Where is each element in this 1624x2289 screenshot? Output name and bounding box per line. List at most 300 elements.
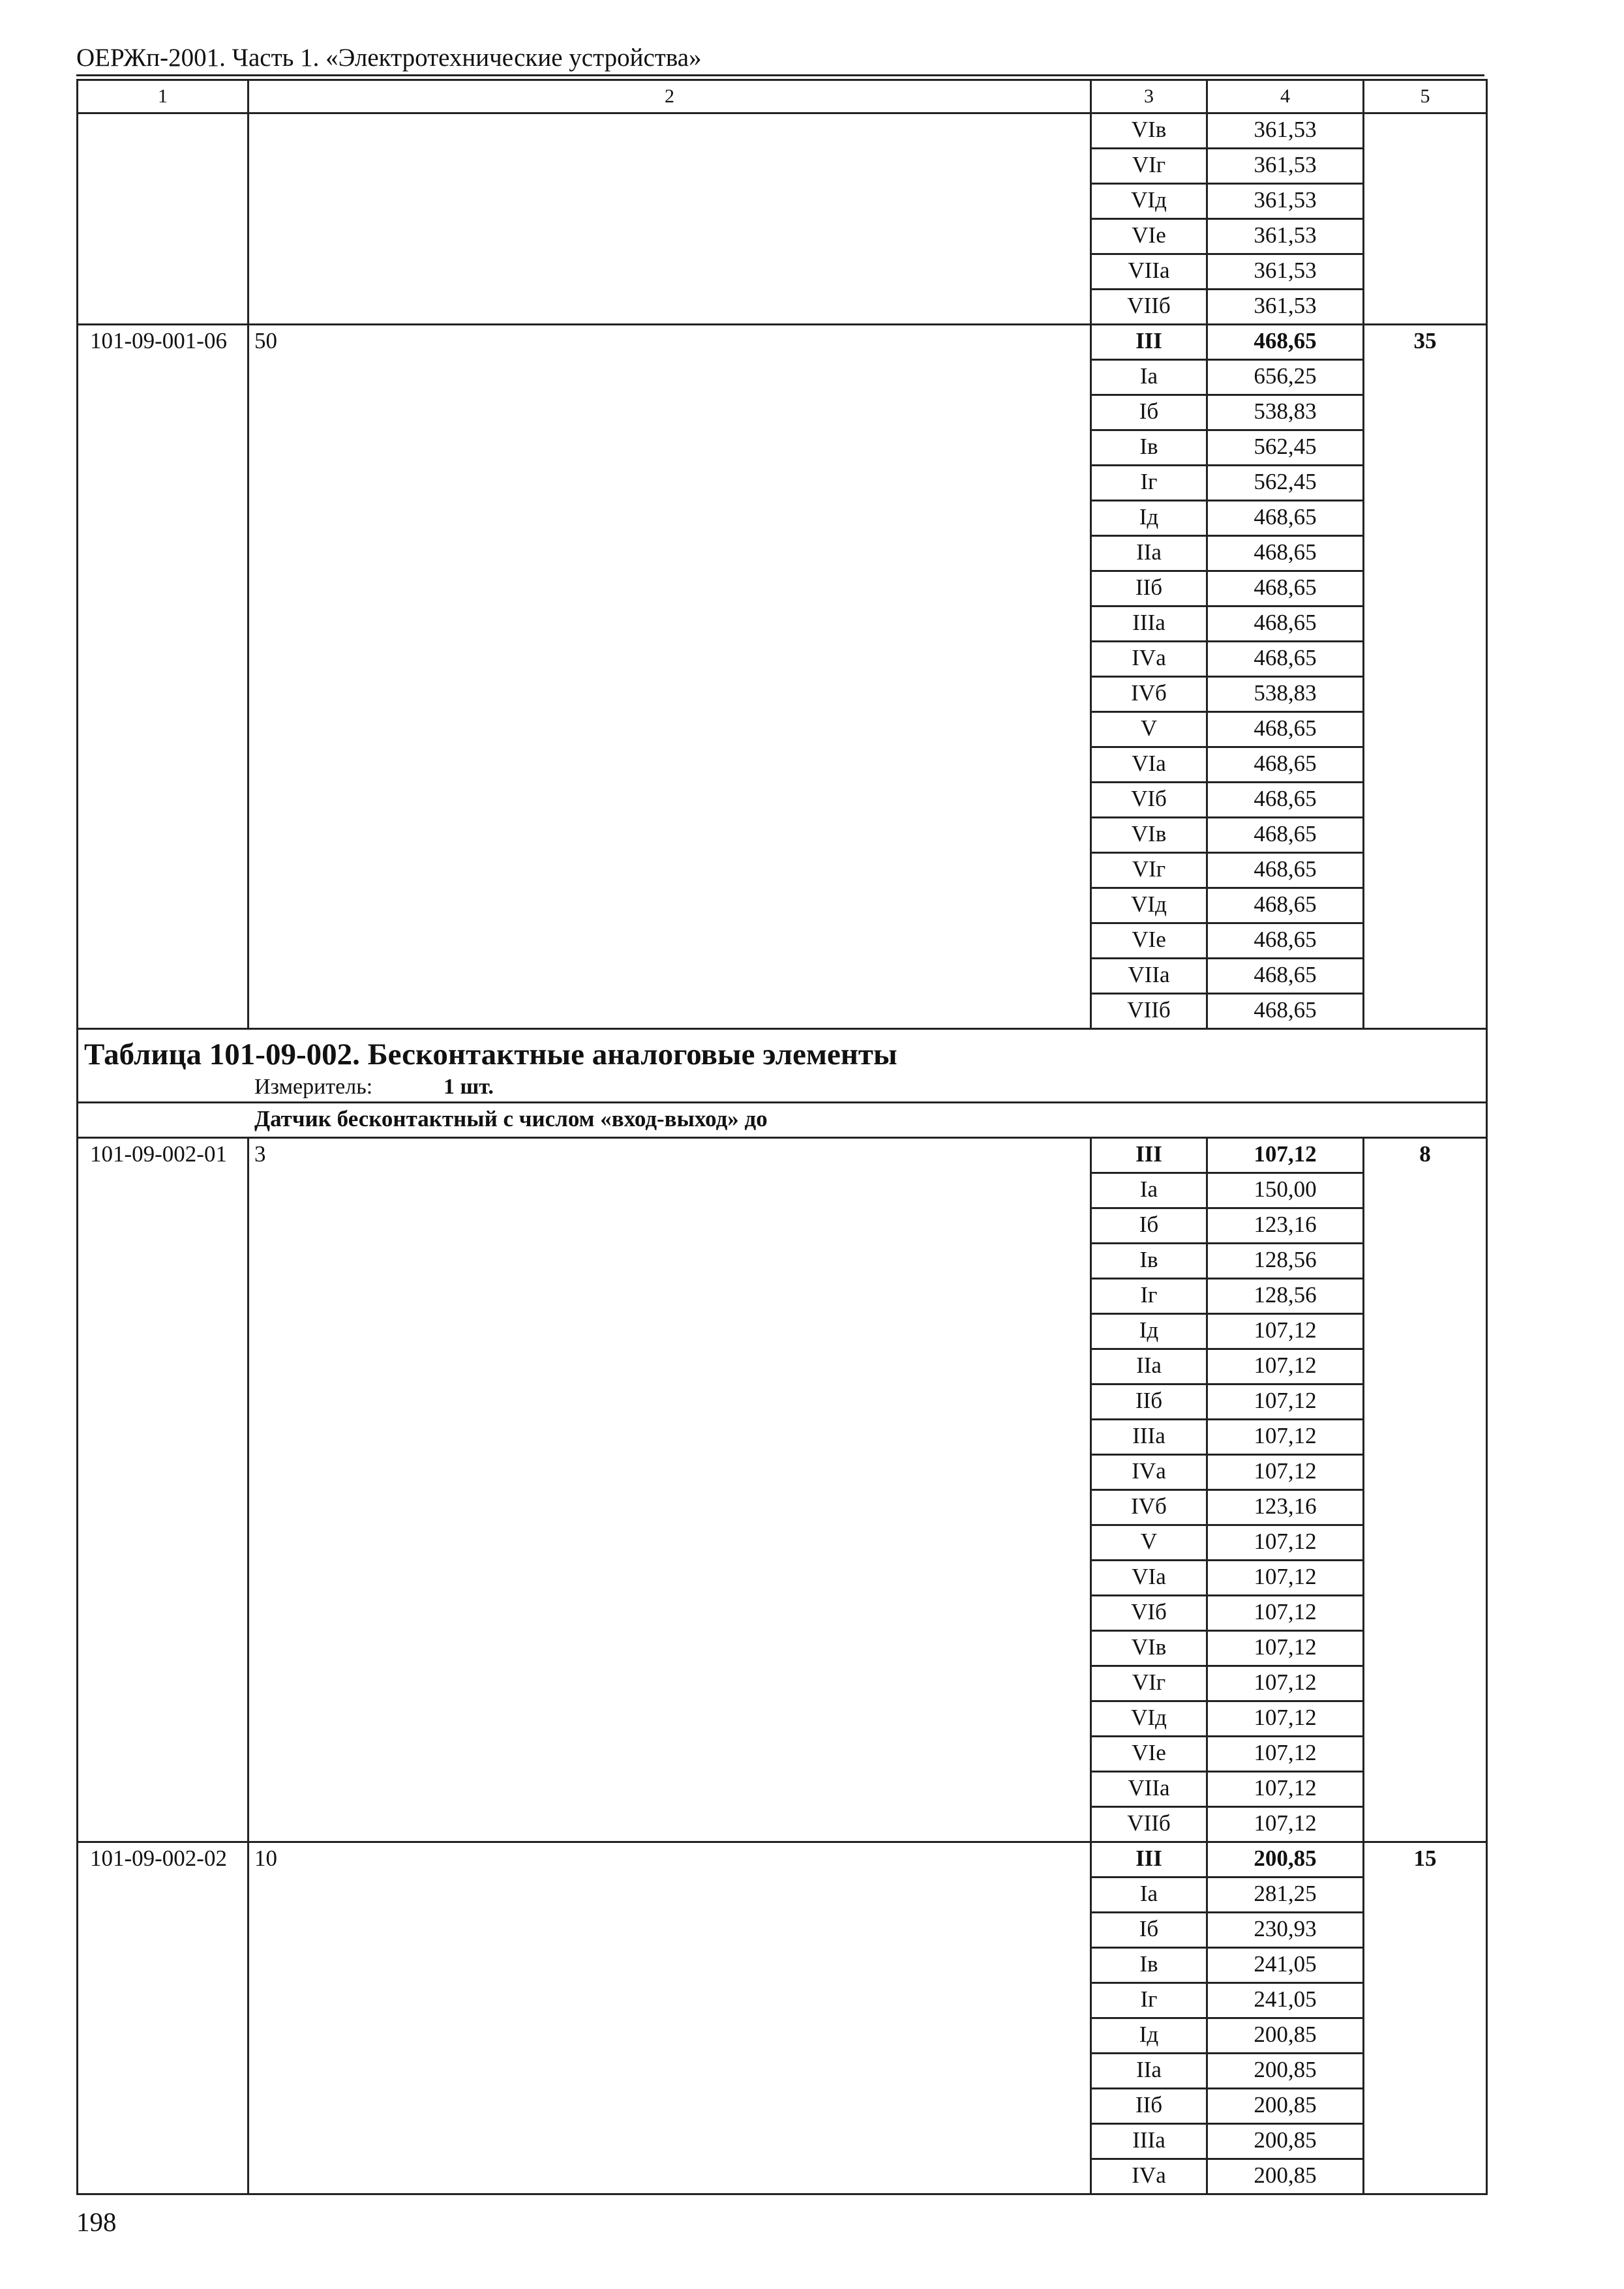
column-number-row	[78, 80, 1487, 113]
tariff-cell	[1364, 290, 1487, 325]
zone-cell: IVб	[1091, 677, 1207, 712]
table-row	[78, 290, 1487, 325]
price-cell: 281,25	[1207, 1878, 1364, 1913]
table-row	[78, 1138, 1487, 1173]
item-code	[78, 1420, 248, 1455]
zone-cell: VIд	[1091, 1701, 1207, 1737]
item-code	[78, 712, 248, 747]
item-description	[248, 642, 1091, 677]
tariff-cell	[1364, 1701, 1487, 1737]
table-row	[78, 571, 1487, 606]
item-code	[78, 360, 248, 395]
tariff-cell	[1364, 2054, 1487, 2089]
item-code	[78, 1631, 248, 1666]
table-row	[78, 818, 1487, 853]
item-description	[248, 888, 1091, 923]
item-code	[78, 2089, 248, 2124]
item-description	[248, 2124, 1091, 2159]
price-cell: 361,53	[1207, 219, 1364, 254]
price-cell: 468,65	[1207, 818, 1364, 853]
item-description	[248, 1349, 1091, 1384]
price-cell: 200,85	[1207, 2018, 1364, 2054]
table-row	[78, 1807, 1487, 1842]
tariff-cell	[1364, 2089, 1487, 2124]
item-code	[78, 536, 248, 571]
column-number: 1	[78, 80, 248, 113]
table-row	[78, 2159, 1487, 2194]
tariff-cell	[1364, 2124, 1487, 2159]
item-code	[78, 2054, 248, 2089]
tariff-cell	[1364, 677, 1487, 712]
table-row	[78, 677, 1487, 712]
tariff-cell	[1364, 1772, 1487, 1807]
zone-cell: IIб	[1091, 571, 1207, 606]
tariff-cell	[1364, 360, 1487, 395]
price-cell: 123,16	[1207, 1490, 1364, 1525]
price-cell: 538,83	[1207, 677, 1364, 712]
table-row	[78, 1596, 1487, 1631]
price-cell: 107,12	[1207, 1314, 1364, 1349]
tariff-cell	[1364, 1349, 1487, 1384]
tariff-cell	[1364, 1244, 1487, 1279]
zone-cell: VIIа	[1091, 959, 1207, 994]
item-code	[78, 923, 248, 959]
price-cell: 107,12	[1207, 1138, 1364, 1173]
zone-cell: Iд	[1091, 501, 1207, 536]
tariff-cell	[1364, 466, 1487, 501]
item-description	[248, 994, 1091, 1029]
item-description	[248, 430, 1091, 466]
item-code	[78, 254, 248, 290]
zone-cell: Iг	[1091, 466, 1207, 501]
price-cell: 468,65	[1207, 853, 1364, 888]
tariff-cell	[1364, 818, 1487, 853]
zone-cell: VIа	[1091, 747, 1207, 783]
item-code	[78, 290, 248, 325]
zone-cell: Iб	[1091, 395, 1207, 430]
item-description	[248, 536, 1091, 571]
item-description	[248, 219, 1091, 254]
zone-cell: Iг	[1091, 1279, 1207, 1314]
table-row	[78, 1561, 1487, 1596]
item-description	[248, 184, 1091, 219]
table-row	[78, 1314, 1487, 1349]
tariff-cell	[1364, 1666, 1487, 1701]
item-description	[248, 1173, 1091, 1208]
section-title: Датчик бесконтактный с числом «вход-выход» до	[254, 1106, 768, 1131]
item-code	[78, 959, 248, 994]
table-title-row	[78, 1029, 1487, 1103]
table-row	[78, 466, 1487, 501]
price-cell: 361,53	[1207, 290, 1364, 325]
tariff-cell	[1364, 747, 1487, 783]
table-row	[78, 712, 1487, 747]
item-code: 101-09-002-01	[78, 1138, 248, 1173]
item-description	[248, 1490, 1091, 1525]
item-description	[248, 1772, 1091, 1807]
table-row	[78, 501, 1487, 536]
item-description	[248, 959, 1091, 994]
zone-cell: IVа	[1091, 642, 1207, 677]
item-description: 3	[248, 1138, 1091, 1173]
item-description	[248, 1596, 1091, 1631]
price-cell: 241,05	[1207, 1948, 1364, 1983]
item-description	[248, 149, 1091, 184]
zone-cell: IVа	[1091, 1455, 1207, 1490]
price-cell: 107,12	[1207, 1807, 1364, 1842]
item-code	[78, 818, 248, 853]
table-row	[78, 888, 1487, 923]
item-code	[78, 1244, 248, 1279]
section-title-cell	[78, 1103, 1487, 1138]
tariff-cell	[1364, 1455, 1487, 1490]
tariff-cell: 15	[1364, 1842, 1487, 1878]
item-code: 101-09-001-06	[78, 325, 248, 360]
zone-cell: VIIа	[1091, 1772, 1207, 1807]
zone-cell: VIв	[1091, 818, 1207, 853]
item-description	[248, 1913, 1091, 1948]
tariff-cell	[1364, 1807, 1487, 1842]
table-row	[78, 1208, 1487, 1244]
item-description	[248, 1384, 1091, 1420]
table-row	[78, 2054, 1487, 2089]
item-code	[78, 1455, 248, 1490]
tariff-cell: 8	[1364, 1138, 1487, 1173]
table-row	[78, 1384, 1487, 1420]
item-code	[78, 853, 248, 888]
price-cell: 361,53	[1207, 184, 1364, 219]
zone-cell: VIб	[1091, 783, 1207, 818]
zone-cell: IIб	[1091, 1384, 1207, 1420]
item-code	[78, 1208, 248, 1244]
item-code	[78, 184, 248, 219]
meter-label: Измеритель:	[254, 1075, 373, 1099]
tariff-cell	[1364, 2018, 1487, 2054]
price-cell: 468,65	[1207, 923, 1364, 959]
item-description	[248, 1878, 1091, 1913]
price-table-body	[78, 80, 1487, 2194]
item-code	[78, 1913, 248, 1948]
item-description	[248, 1244, 1091, 1279]
price-cell: 468,65	[1207, 747, 1364, 783]
price-cell: 200,85	[1207, 2159, 1364, 2194]
item-code	[78, 1314, 248, 1349]
item-description	[248, 712, 1091, 747]
column-number: 5	[1364, 80, 1487, 113]
zone-cell: IIб	[1091, 2089, 1207, 2124]
item-description	[248, 2089, 1091, 2124]
zone-cell: IVб	[1091, 1490, 1207, 1525]
zone-cell: Iд	[1091, 1314, 1207, 1349]
table-row	[78, 606, 1487, 642]
item-description	[248, 818, 1091, 853]
zone-cell: IIа	[1091, 2054, 1207, 2089]
item-code	[78, 1279, 248, 1314]
table-row	[78, 923, 1487, 959]
table-row	[78, 430, 1487, 466]
item-description	[248, 2054, 1091, 2089]
table-row	[78, 325, 1487, 360]
zone-cell: VIе	[1091, 1737, 1207, 1772]
table-row	[78, 1878, 1487, 1913]
item-description	[248, 747, 1091, 783]
item-code	[78, 783, 248, 818]
item-code	[78, 1983, 248, 2018]
item-description	[248, 1561, 1091, 1596]
zone-cell: Iа	[1091, 1878, 1207, 1913]
item-code	[78, 1384, 248, 1420]
tariff-cell	[1364, 430, 1487, 466]
table-row	[78, 219, 1487, 254]
price-table	[76, 79, 1488, 2195]
zone-cell: Iв	[1091, 430, 1207, 466]
zone-cell: IIа	[1091, 536, 1207, 571]
zone-cell: IVа	[1091, 2159, 1207, 2194]
zone-cell: VIе	[1091, 923, 1207, 959]
item-code	[78, 1948, 248, 1983]
item-code	[78, 1666, 248, 1701]
table-row	[78, 360, 1487, 395]
tariff-cell	[1364, 571, 1487, 606]
item-code	[78, 1737, 248, 1772]
item-description	[248, 1455, 1091, 1490]
price-cell: 107,12	[1207, 1561, 1364, 1596]
item-code	[78, 1701, 248, 1737]
tariff-cell	[1364, 1279, 1487, 1314]
item-description	[248, 1983, 1091, 2018]
zone-cell: VIг	[1091, 1666, 1207, 1701]
table-row	[78, 1631, 1487, 1666]
item-description	[248, 360, 1091, 395]
item-code	[78, 2124, 248, 2159]
item-code	[78, 501, 248, 536]
table-row	[78, 1525, 1487, 1561]
table-row	[78, 853, 1487, 888]
item-code	[78, 1596, 248, 1631]
zone-cell: Iв	[1091, 1244, 1207, 1279]
table-row	[78, 2018, 1487, 2054]
tariff-cell	[1364, 606, 1487, 642]
tariff-cell	[1364, 1525, 1487, 1561]
item-code	[78, 606, 248, 642]
table-row	[78, 184, 1487, 219]
price-cell: 107,12	[1207, 1596, 1364, 1631]
zone-cell: VIIб	[1091, 290, 1207, 325]
price-cell: 361,53	[1207, 254, 1364, 290]
zone-cell: III	[1091, 1138, 1207, 1173]
table-row	[78, 747, 1487, 783]
price-cell: 107,12	[1207, 1349, 1364, 1384]
item-description	[248, 1525, 1091, 1561]
table-row	[78, 1842, 1487, 1878]
item-code	[78, 1349, 248, 1384]
page-header: ОЕРЖп-2001. Часть 1. «Электротехнические устройства»	[76, 44, 702, 72]
price-cell: 107,12	[1207, 1384, 1364, 1420]
item-code	[78, 677, 248, 712]
item-code	[78, 219, 248, 254]
column-number: 3	[1091, 80, 1207, 113]
price-cell: 468,65	[1207, 325, 1364, 360]
item-code	[78, 395, 248, 430]
price-cell: 656,25	[1207, 360, 1364, 395]
zone-cell: Iа	[1091, 360, 1207, 395]
zone-cell: VIг	[1091, 149, 1207, 184]
zone-cell: VIд	[1091, 184, 1207, 219]
item-code	[78, 571, 248, 606]
zone-cell: IIIа	[1091, 606, 1207, 642]
tariff-cell	[1364, 1208, 1487, 1244]
item-description	[248, 501, 1091, 536]
table-row	[78, 1948, 1487, 1983]
zone-cell: III	[1091, 325, 1207, 360]
zone-cell: Iа	[1091, 1173, 1207, 1208]
table-row	[78, 395, 1487, 430]
table-row	[78, 783, 1487, 818]
item-description	[248, 290, 1091, 325]
tariff-cell	[1364, 395, 1487, 430]
meter-value: 1 шт.	[444, 1075, 494, 1099]
tariff-cell	[1364, 184, 1487, 219]
table-row	[78, 1701, 1487, 1737]
item-description: 10	[248, 1842, 1091, 1878]
zone-cell: Iб	[1091, 1208, 1207, 1244]
price-cell: 361,53	[1207, 113, 1364, 149]
table-row	[78, 642, 1487, 677]
price-cell: 361,53	[1207, 149, 1364, 184]
price-cell: 468,65	[1207, 571, 1364, 606]
tariff-cell	[1364, 1878, 1487, 1913]
table-row	[78, 254, 1487, 290]
table-row	[78, 1983, 1487, 2018]
item-code	[78, 2159, 248, 2194]
item-description: 50	[248, 325, 1091, 360]
item-code	[78, 888, 248, 923]
price-cell: 107,12	[1207, 1737, 1364, 1772]
price-cell: 107,12	[1207, 1631, 1364, 1666]
table-row	[78, 1913, 1487, 1948]
tariff-cell	[1364, 2159, 1487, 2194]
item-description	[248, 2159, 1091, 2194]
tariff-cell	[1364, 254, 1487, 290]
table-row	[78, 959, 1487, 994]
table-row	[78, 1455, 1487, 1490]
item-description	[248, 254, 1091, 290]
tariff-cell	[1364, 642, 1487, 677]
price-cell: 107,12	[1207, 1525, 1364, 1561]
item-code	[78, 2018, 248, 2054]
item-description	[248, 1279, 1091, 1314]
item-code	[78, 1561, 248, 1596]
tariff-cell	[1364, 783, 1487, 818]
price-cell: 123,16	[1207, 1208, 1364, 1244]
tariff-cell	[1364, 923, 1487, 959]
item-code	[78, 747, 248, 783]
zone-cell: V	[1091, 712, 1207, 747]
price-cell: 468,65	[1207, 783, 1364, 818]
zone-cell: VIв	[1091, 113, 1207, 149]
header-rule	[76, 74, 1484, 76]
zone-cell: Iв	[1091, 1948, 1207, 1983]
table-row	[78, 994, 1487, 1029]
price-cell: 107,12	[1207, 1455, 1364, 1490]
zone-cell: VIIа	[1091, 254, 1207, 290]
item-description	[248, 1948, 1091, 1983]
item-description	[248, 606, 1091, 642]
item-description	[248, 2018, 1091, 2054]
tariff-cell	[1364, 1948, 1487, 1983]
tariff-cell	[1364, 1490, 1487, 1525]
zone-cell: VIа	[1091, 1561, 1207, 1596]
section-title-row	[78, 1103, 1487, 1138]
price-cell: 468,65	[1207, 994, 1364, 1029]
item-code	[78, 430, 248, 466]
item-description	[248, 677, 1091, 712]
zone-cell: VIе	[1091, 219, 1207, 254]
item-code	[78, 1173, 248, 1208]
zone-cell: Iг	[1091, 1983, 1207, 2018]
item-description	[248, 1807, 1091, 1842]
item-description	[248, 1420, 1091, 1455]
item-description	[248, 1701, 1091, 1737]
zone-cell: IIIа	[1091, 2124, 1207, 2159]
item-description	[248, 1208, 1091, 1244]
tariff-cell	[1364, 1737, 1487, 1772]
item-code	[78, 994, 248, 1029]
tariff-cell	[1364, 1384, 1487, 1420]
tariff-cell	[1364, 149, 1487, 184]
meter-line	[254, 1073, 1486, 1101]
price-cell: 562,45	[1207, 466, 1364, 501]
item-code	[78, 1525, 248, 1561]
table-row	[78, 113, 1487, 149]
item-code: 101-09-002-02	[78, 1842, 248, 1878]
table-row	[78, 1490, 1487, 1525]
item-description	[248, 571, 1091, 606]
table-title: Таблица 101-09-002. Бесконтактные аналоговые элементы	[84, 1038, 897, 1071]
item-description	[248, 1666, 1091, 1701]
item-description	[248, 1737, 1091, 1772]
price-cell: 468,65	[1207, 642, 1364, 677]
table-row	[78, 2124, 1487, 2159]
tariff-cell	[1364, 959, 1487, 994]
item-description	[248, 1631, 1091, 1666]
tariff-cell: 35	[1364, 325, 1487, 360]
tariff-cell	[1364, 1913, 1487, 1948]
table-row	[78, 1244, 1487, 1279]
price-cell: 128,56	[1207, 1244, 1364, 1279]
table-row	[78, 1666, 1487, 1701]
table-row	[78, 2089, 1487, 2124]
price-cell: 107,12	[1207, 1772, 1364, 1807]
tariff-cell	[1364, 1631, 1487, 1666]
price-cell: 200,85	[1207, 2089, 1364, 2124]
item-code	[78, 1807, 248, 1842]
table-row	[78, 1349, 1487, 1384]
zone-cell: IIа	[1091, 1349, 1207, 1384]
zone-cell: IIIа	[1091, 1420, 1207, 1455]
zone-cell: III	[1091, 1842, 1207, 1878]
column-number: 4	[1207, 80, 1364, 113]
tariff-cell	[1364, 853, 1487, 888]
item-code	[78, 113, 248, 149]
tariff-cell	[1364, 888, 1487, 923]
tariff-cell	[1364, 1173, 1487, 1208]
zone-cell: VIв	[1091, 1631, 1207, 1666]
price-cell: 468,65	[1207, 606, 1364, 642]
tariff-cell	[1364, 1420, 1487, 1455]
item-code	[78, 1878, 248, 1913]
table-title-cell	[78, 1029, 1487, 1103]
